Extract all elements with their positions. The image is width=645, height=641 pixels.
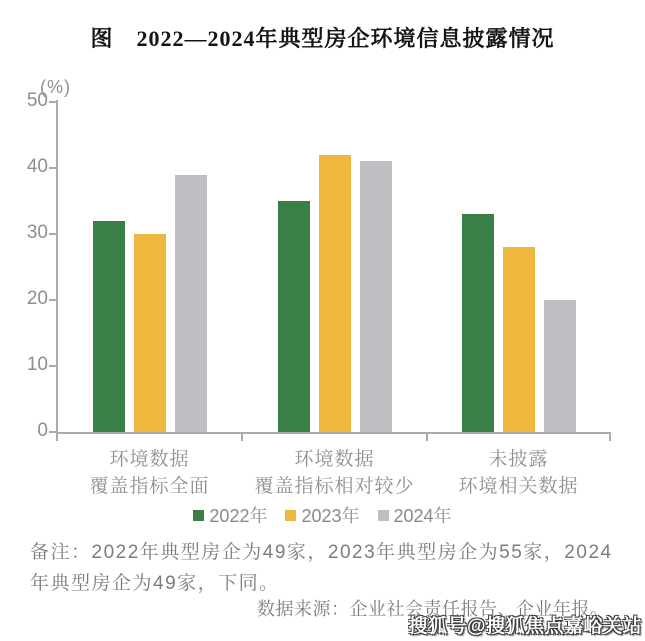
bar-2024年-环境数据覆盖指标全面 bbox=[175, 175, 207, 432]
y-tick-label: 0 bbox=[37, 420, 48, 441]
y-axis-line bbox=[56, 100, 58, 434]
x-category-label-line: 未披露 bbox=[488, 449, 549, 470]
legend-item-2022年 bbox=[193, 502, 267, 528]
y-tick-label: 40 bbox=[26, 156, 48, 177]
legend-item-2024年 bbox=[378, 502, 452, 528]
y-tick-mark bbox=[49, 299, 56, 301]
data-source-note: 数据来源：企业社会责任报告、企业年报。 bbox=[257, 599, 609, 619]
footnote-line-1: 备注：2022年典型房企为49家，2023年典型房企为55家，2024 bbox=[30, 542, 613, 563]
y-tick-mark bbox=[49, 167, 56, 169]
x-category-label-line: 环境相关数据 bbox=[458, 476, 579, 497]
y-tick-label: 50 bbox=[26, 90, 48, 111]
y-axis-unit-label: (%) bbox=[40, 77, 71, 97]
bar-2022年-环境数据覆盖指标相对较少 bbox=[278, 201, 310, 432]
bar-2023年-环境数据覆盖指标相对较少 bbox=[319, 155, 351, 432]
legend-label: 2023年 bbox=[301, 506, 360, 526]
y-tick-mark bbox=[49, 431, 56, 433]
x-tick-mark bbox=[426, 432, 428, 441]
bar-2022年-环境数据覆盖指标全面 bbox=[93, 221, 125, 432]
x-tick-mark bbox=[241, 432, 243, 441]
y-tick-mark bbox=[49, 365, 56, 367]
chart-title: 图 2022—2024年典型房企环境信息披露情况 bbox=[90, 26, 555, 51]
y-tick-label: 10 bbox=[26, 354, 48, 375]
legend-swatch-icon bbox=[378, 510, 389, 521]
x-category-label-line: 覆盖指标相对较少 bbox=[254, 476, 415, 497]
x-tick-mark bbox=[56, 432, 58, 441]
x-tick-mark bbox=[609, 432, 611, 441]
bar-2023年-环境数据覆盖指标全面 bbox=[134, 234, 166, 432]
bar-2024年-环境数据覆盖指标相对较少 bbox=[360, 161, 392, 432]
x-axis-line bbox=[56, 432, 611, 434]
x-category-label-line: 覆盖指标全面 bbox=[89, 476, 210, 497]
y-tick-label: 20 bbox=[26, 288, 48, 309]
legend-swatch-icon bbox=[285, 510, 296, 521]
y-tick-label: 30 bbox=[26, 222, 48, 243]
bar-2022年-未披露环境相关数据 bbox=[462, 214, 494, 432]
x-category-label bbox=[409, 446, 629, 500]
x-category-label-line: 环境数据 bbox=[109, 449, 190, 470]
watermark-text: 搜狐号@搜狐焦点嘉峪关站 bbox=[408, 616, 642, 637]
bar-2023年-未披露环境相关数据 bbox=[503, 247, 535, 432]
bar-2024年-未披露环境相关数据 bbox=[544, 300, 576, 432]
chart-legend bbox=[0, 502, 645, 528]
legend-label: 2024年 bbox=[393, 506, 452, 526]
x-category-label-line: 环境数据 bbox=[294, 449, 375, 470]
y-tick-mark bbox=[49, 233, 56, 235]
legend-item-2023年 bbox=[285, 502, 359, 528]
legend-label: 2022年 bbox=[209, 506, 268, 526]
footnote-line-2: 年典型房企为49家，下同。 bbox=[30, 573, 280, 594]
y-tick-mark bbox=[49, 101, 56, 103]
legend-swatch-icon bbox=[193, 510, 204, 521]
